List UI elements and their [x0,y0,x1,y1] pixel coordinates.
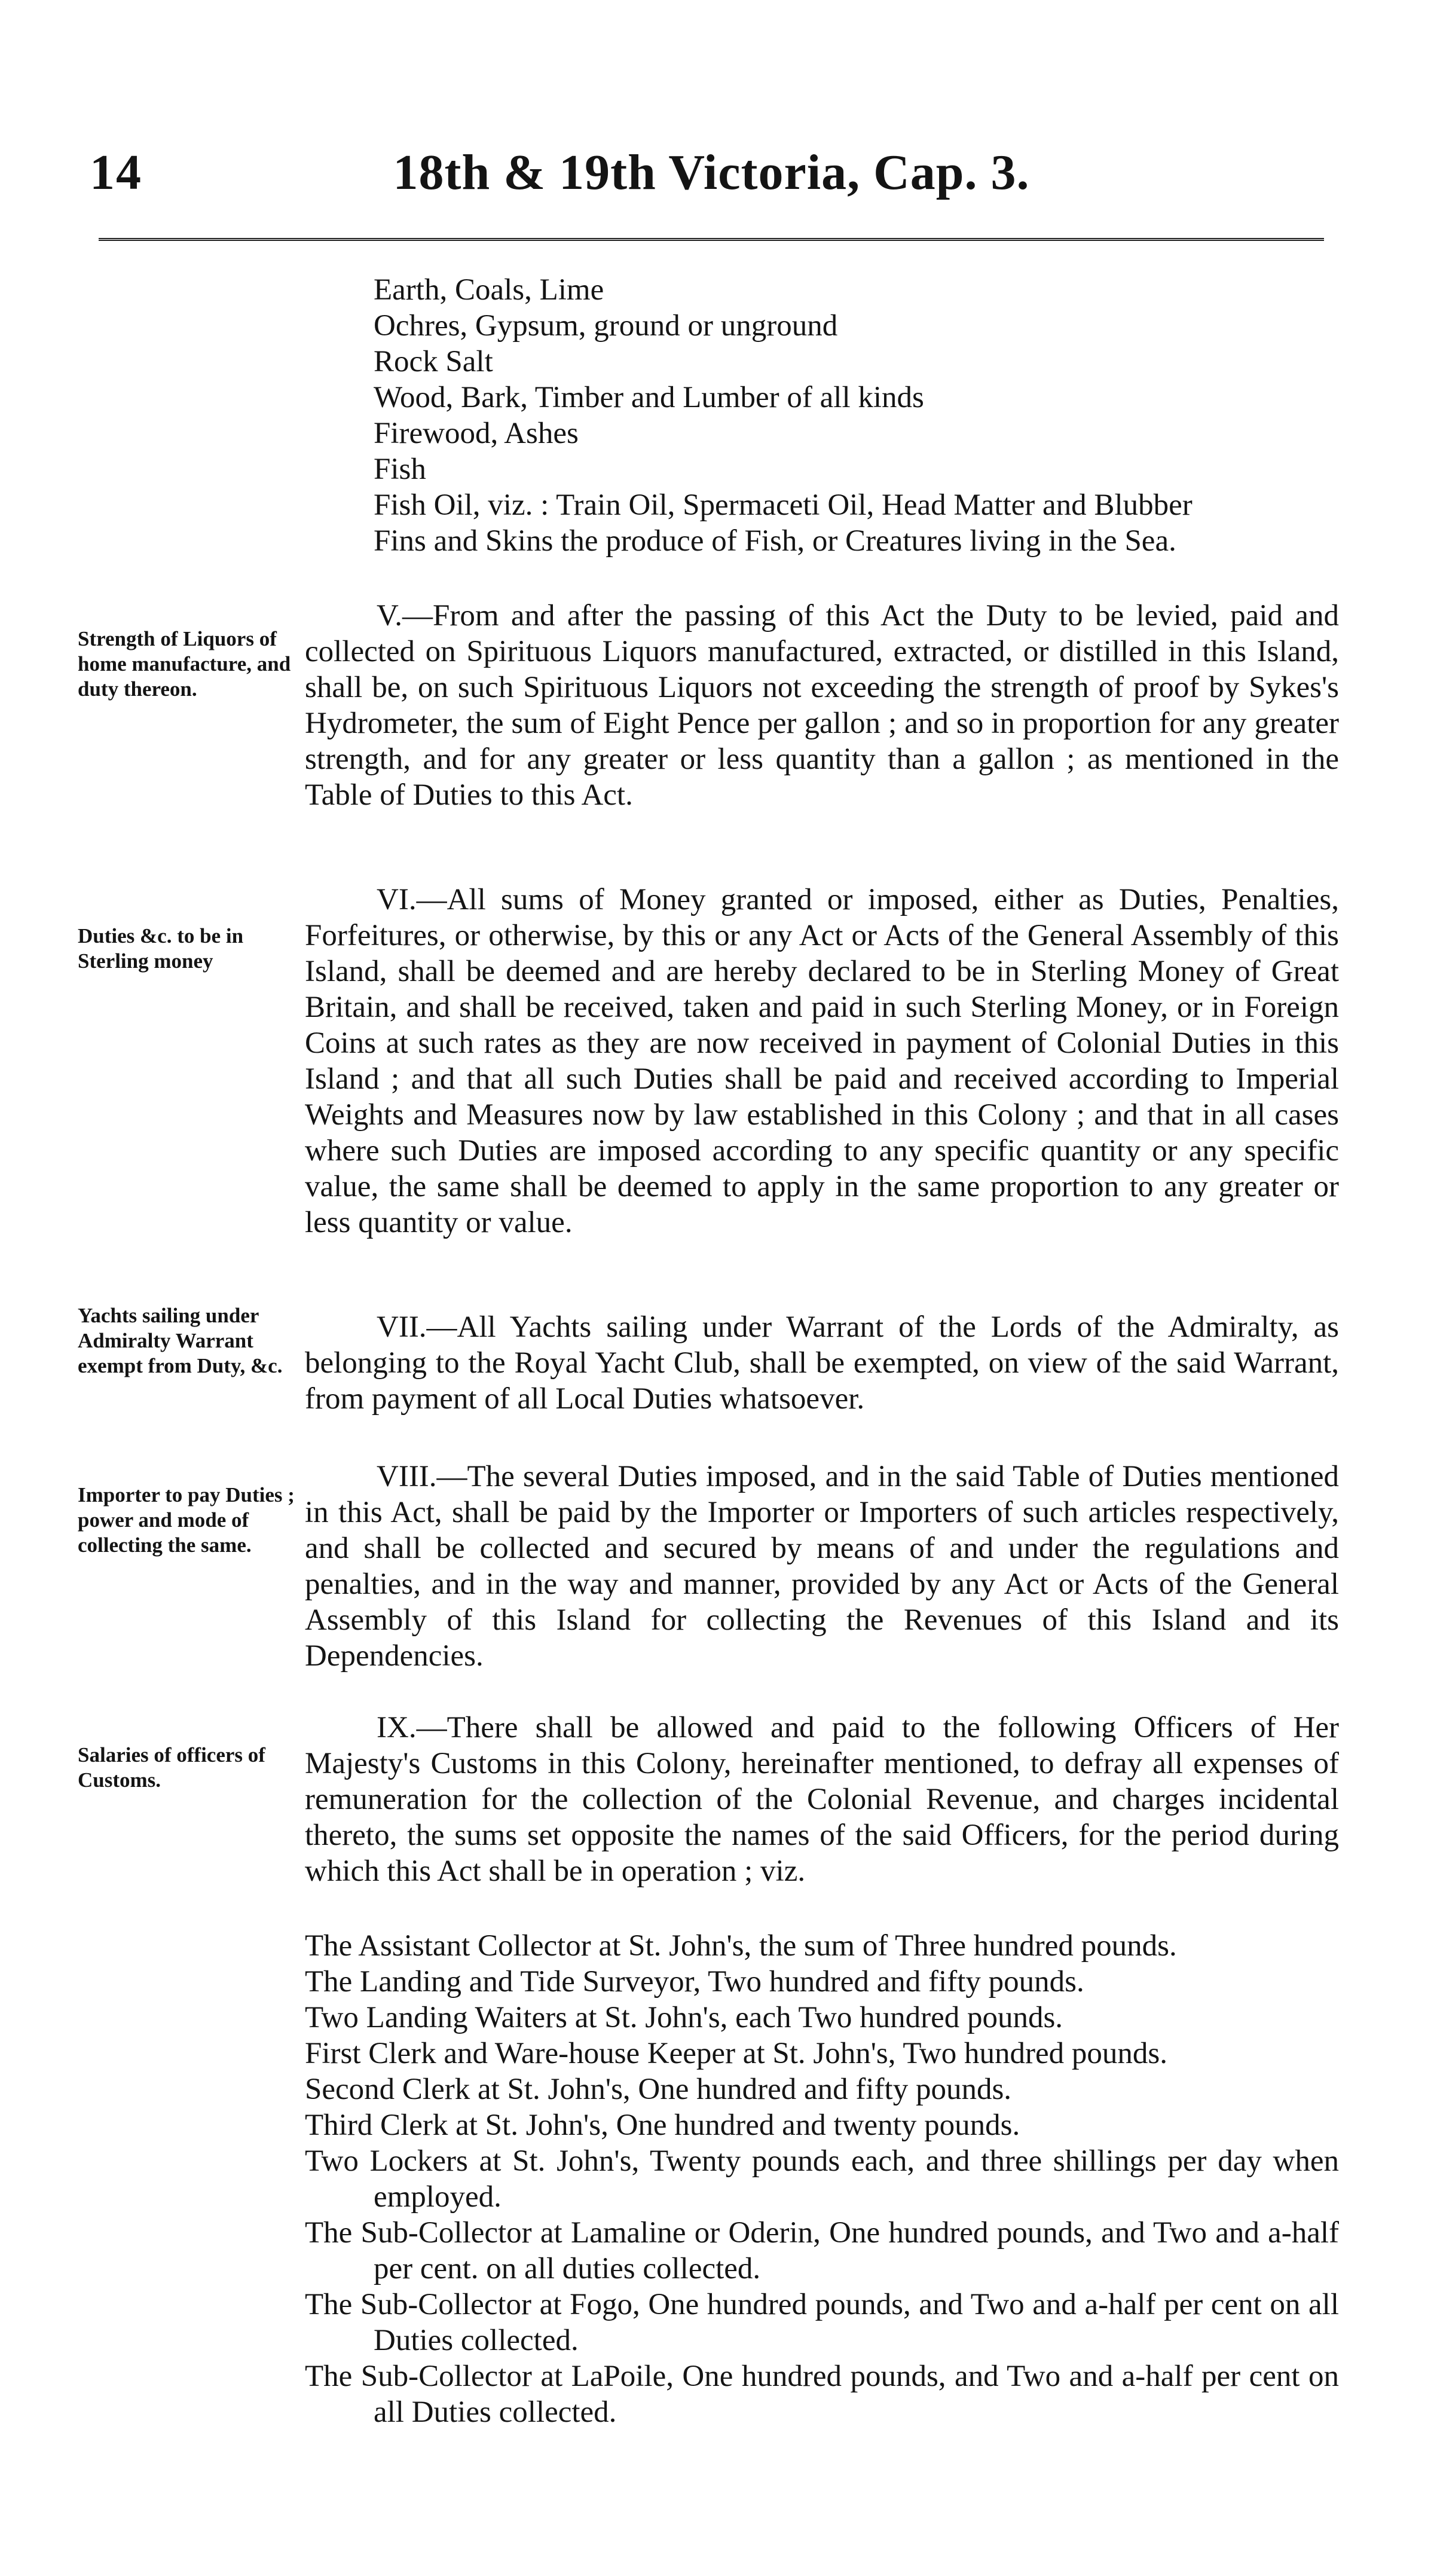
list-item: Third Clerk at St. John's, One hundred and twenty pounds. [305,2109,1020,2142]
page-number: 14 [90,145,142,200]
list-item: Second Clerk at St. John's, One hundred and fifty pounds. [305,2073,1012,2106]
section-text: VI.—All sums of Money granted or imposed, either as Duties, Penalties, Forfeitures, or otherwise, by this or any Act or Acts of the General Assembly of this Island, shall be deemed and are hereby declared to be in Sterling Money of Great Britain, and shall be received, taken and paid in such Sterling Money, or in Foreign Coins at such rates as they are now received in payment of Colonial Duties in this Island ; and that all such Duties shall be paid and received according to Imperial Weights and Measures now by law established in this Colony ; and that in all cases where such Duties are imposed according to any specific quantity or any specific value, the same shall be deemed to apply in the same proportion to any greater or less quantity or value. [305,883,1339,1239]
list-item: Rock Salt [374,345,493,378]
salaries-list [305,1928,1339,2430]
section-text: IX.—There shall be allowed and paid to the following Officers of Her Majesty's Customs in this Colony, hereinafter mentioned, to defray all expenses of remuneration for the collection of the Colonial Revenue, and charges incidental thereto, the sums set opposite the names of the said Officers, for the period during which this Act shall be in operation ; viz. [305,1711,1339,1888]
list-item: Two Landing Waiters at St. John's, each Two hundred pounds. [305,2001,1063,2034]
section-vi [305,882,1339,1240]
list-item: The Landing and Tide Surveyor, Two hundred and fifty pounds. [305,1965,1084,1999]
list-item: Ochres, Gypsum, ground or unground [374,309,838,343]
section-text: V.—From and after the passing of this Act the Duty to be levied, paid and collected on Spirituous Liquors manufactured, extracted, or distilled in this Island, shall be, on such Spirituous Liquors not exceeding the strength of proof by Sykes's Hydrometer, the sum of Eight Pence per gallon ; and so in proportion for any greater strength, and for any greater or less quantity than a gallon ; as mentioned in the Table of Duties to this Act. [305,599,1339,812]
list-item: The Sub-Collector at Lamaline or Oderin, One hundred pounds, and Two and a-half per cent. on all duties collected. [305,2216,1339,2285]
list-item: Two Lockers at St. John's, Twenty pounds each, and three shillings per day when employed. [305,2144,1339,2214]
section-text: VII.—All Yachts sailing under Warrant of the Lords of the Admiralty, as belonging to the Royal Yacht Club, shall be exempted, on view of the said Warrant, from payment of all Local Duties whatsoever. [305,1310,1339,1416]
header-rule [99,238,1324,241]
margin-note-section-ix: Salaries of officers of Customs. [78,1743,265,1792]
list-item: Fins and Skins the produce of Fish, or Creatures living in the Sea. [374,524,1176,558]
list-item: The Sub-Collector at Fogo, One hundred pounds, and Two and a-half per cent on all Duties collected. [305,2288,1339,2357]
list-item: Firewood, Ashes [374,417,579,450]
goods-list [374,272,1360,559]
list-item: The Sub-Collector at LaPoile, One hundred pounds, and Two and a-half per cent on all Duties collected. [305,2360,1339,2429]
list-item: Fish Oil, viz. : Train Oil, Spermaceti Oil, Head Matter and Blubber [374,488,1193,522]
section-text: VIII.—The several Duties imposed, and in the said Table of Duties mentioned in this Act, shall be paid by the Importer or Importers of such articles respectively, and shall be collected and secured by means of and under the regulations and penalties, and in the way and manner, provided by any Act or Acts of the General Assembly of this Island for collecting the Revenues of this Island and its Dependencies. [305,1460,1339,1673]
margin-note-section-v: Strength of Liquors of home manufacture, and duty thereon. [78,627,291,701]
section-ix [305,1710,1339,1889]
section-v [305,598,1339,813]
margin-note-section-vi: Duties &c. to be in Sterling money [78,924,244,973]
list-item: First Clerk and Ware-house Keeper at St. John's, Two hundred pounds. [305,2037,1167,2070]
section-vii [305,1309,1339,1417]
list-item: The Assistant Collector at St. John's, the sum of Three hundred pounds. [305,1929,1177,1963]
running-title: 18th & 19th Victoria, Cap. 3. [393,145,1030,200]
margin-note-section-vii: Yachts sailing under Admiralty Warrant exempt from Duty, &c. [78,1304,283,1377]
list-item: Fish [374,453,426,486]
margin-note-section-viii: Importer to pay Duties ; power and mode of collecting the same. [78,1483,295,1557]
section-viii [305,1459,1339,1674]
list-item: Earth, Coals, Lime [374,273,604,307]
page-header [90,143,1333,209]
list-item: Wood, Bark, Timber and Lumber of all kinds [374,381,924,414]
